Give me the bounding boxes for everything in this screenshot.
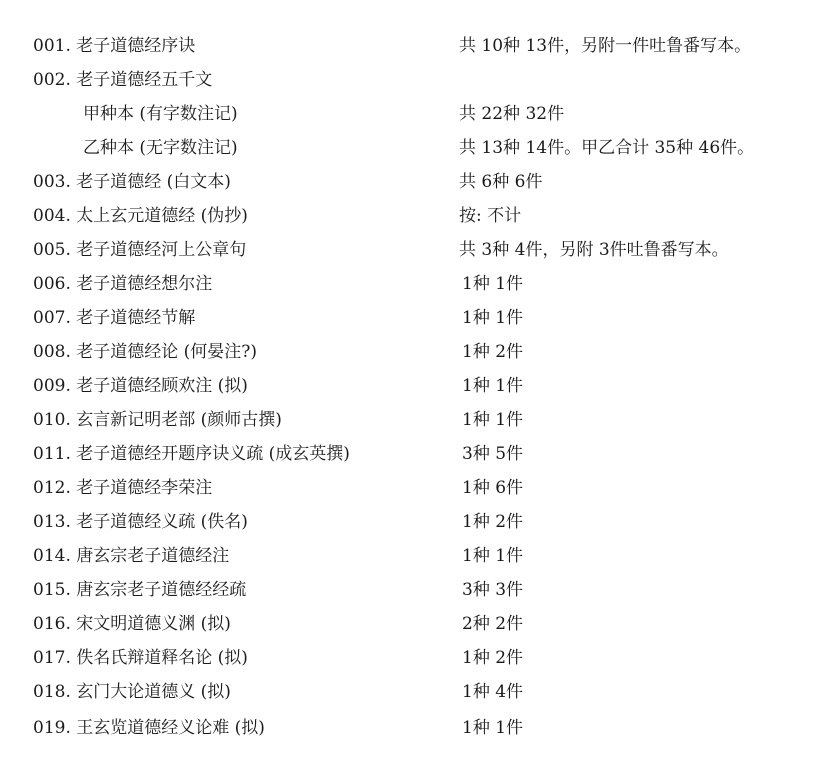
list-item — [0, 369, 821, 403]
entry-count: 1种 2件 — [462, 342, 524, 362]
entry-count: 2种 2件 — [462, 614, 524, 634]
entry-title: 016. 宋文明道德义渊 (拟) — [33, 614, 231, 634]
list-item — [0, 29, 821, 63]
list-item — [0, 505, 821, 539]
list-item — [0, 675, 821, 709]
entry-count: 1种 1件 — [462, 308, 524, 328]
list-item — [0, 63, 821, 97]
entry-title: 001. 老子道德经序诀 — [33, 36, 196, 56]
entry-count: 1种 1件 — [462, 546, 524, 566]
list-item — [0, 97, 821, 131]
list-item — [0, 131, 821, 165]
list-item — [0, 403, 821, 437]
list-item — [0, 301, 821, 335]
entry-subtitle: 乙种本 (无字数注记) — [83, 138, 238, 158]
entry-count: 共 3种 4件，另附 3件吐鲁番写本。 — [459, 240, 729, 260]
entry-subtitle: 甲种本 (有字数注记) — [83, 104, 238, 124]
list-item — [0, 233, 821, 267]
entry-count: 3种 5件 — [462, 444, 524, 464]
entry-title: 017. 佚名氏辩道释名论 (拟) — [33, 648, 248, 668]
entry-count: 1种 2件 — [462, 512, 524, 532]
entry-title: 003. 老子道德经 (白文本) — [33, 172, 231, 192]
list-item — [0, 607, 821, 641]
entry-count: 共 6种 6件 — [459, 172, 543, 192]
entry-count: 3种 3件 — [462, 580, 524, 600]
entry-title: 019. 王玄览道德经义论难 (拟) — [33, 718, 265, 738]
entry-title: 006. 老子道德经想尔注 — [33, 274, 213, 294]
entry-title: 010. 玄言新记明老部 (颜师古撰) — [33, 410, 282, 430]
entry-title: 013. 老子道德经义疏 (佚名) — [33, 512, 248, 532]
entry-count: 1种 1件 — [462, 410, 524, 430]
entry-count: 1种 1件 — [462, 274, 524, 294]
entry-title: 004. 太上玄元道德经 (伪抄) — [33, 206, 248, 226]
list-item — [0, 199, 821, 233]
entry-title: 009. 老子道德经顾欢注 (拟) — [33, 376, 248, 396]
entry-count: 按: 不计 — [459, 206, 522, 226]
entry-count: 1种 6件 — [462, 478, 524, 498]
entry-title: 005. 老子道德经河上公章句 — [33, 240, 247, 260]
entry-title: 008. 老子道德经论 (何晏注?) — [33, 342, 258, 362]
entry-title: 012. 老子道德经李荣注 — [33, 478, 213, 498]
list-item — [0, 539, 821, 573]
entry-count: 共 10种 13件，另附一件吐鲁番写本。 — [459, 36, 752, 56]
entry-count: 1种 1件 — [462, 376, 524, 396]
entry-title: 007. 老子道德经节解 — [33, 308, 196, 328]
entry-title: 018. 玄门大论道德义 (拟) — [33, 682, 231, 702]
entry-count: 共 22种 32件 — [459, 104, 565, 124]
list-item — [0, 267, 821, 301]
entry-title: 002. 老子道德经五千文 — [33, 70, 213, 90]
list-item — [0, 335, 821, 369]
entry-count: 1种 2件 — [462, 648, 524, 668]
catalog-list — [0, 29, 821, 747]
list-item — [0, 471, 821, 505]
entry-count: 1种 4件 — [462, 682, 524, 702]
entry-title: 015. 唐玄宗老子道德经经疏 — [33, 580, 247, 600]
entry-count: 共 13种 14件。甲乙合计 35种 46件。 — [459, 138, 755, 158]
list-item — [0, 641, 821, 675]
entry-title: 014. 唐玄宗老子道德经注 — [33, 546, 230, 566]
entry-count: 1种 1件 — [462, 718, 524, 738]
list-item — [0, 165, 821, 199]
entry-title: 011. 老子道德经开题序诀义疏 (成玄英撰) — [33, 444, 350, 464]
list-item — [0, 573, 821, 607]
list-item — [0, 437, 821, 471]
list-item — [0, 709, 821, 747]
